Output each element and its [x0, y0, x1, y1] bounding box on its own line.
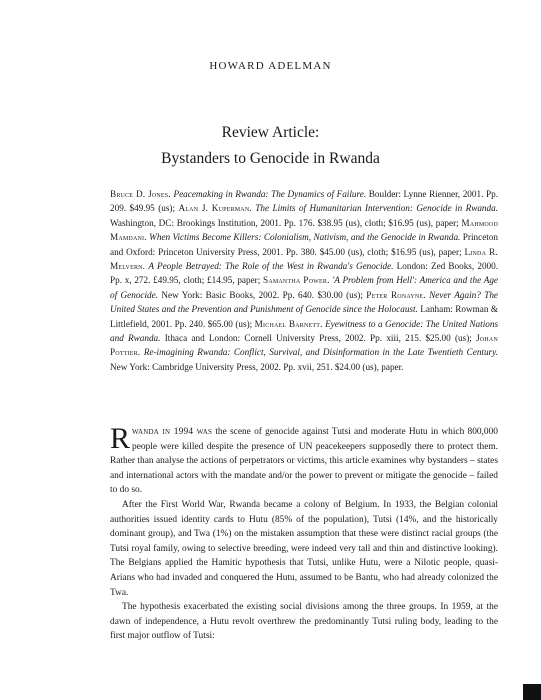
- reference-details: London: Zed Books, 2000. Pp. x, 272. £49.95, cloth; £14.95, paper;: [110, 261, 499, 286]
- reference-details: New York: Basic Books, 2002. Pp. 640. $30.00 (us);: [161, 289, 363, 300]
- reference-details: Washington, DC: Brookings Institution, 2001. Pp. 176. $38.95 (us), cloth; $16.95 (us), paper;: [110, 217, 459, 228]
- reference-title: Peacemaking in Rwanda: The Dynamics of Failure.: [173, 189, 367, 199]
- reference-author: Bruce D. Jones.: [110, 189, 171, 199]
- article-title-block: [0, 120, 541, 172]
- reference-details: Ithaca and London: Cornell University Press, 2002. Pp. xiii, 215. $25.00 (us);: [164, 333, 472, 344]
- reference-author: Michael Barnett.: [254, 318, 323, 329]
- reference-title: A People Betrayed: The Role of the West in Rwanda's Genocide.: [148, 261, 394, 272]
- reference-details: Boulder: Lynne Rienner, 2001. Pp. 209. $49.95 (us);: [110, 189, 499, 214]
- reviewed-books-list: [110, 187, 498, 374]
- article-body: [110, 422, 498, 644]
- reference-details: Lanham: Rowman & Littlefield, 2001. Pp. 240. $65.00 (us);: [110, 304, 498, 329]
- reference-author: Peter Ronayne.: [366, 289, 426, 300]
- article-type-label: Review Article:: [221, 124, 320, 141]
- scan-corner-mark: [523, 684, 541, 700]
- reference-author: Johan Pottier.: [110, 333, 499, 358]
- reference-title: Re-imagining Rwanda: Conflict, Survival, and Disinformation in the Late Twentieth Century.: [143, 347, 498, 358]
- paragraph-text: the scene of genocide against Tutsi and moderate Hutu in which 800,000 people were killed despite the presence of UN peacekeepers supposedly there to protect them. Rather than analyse the actions of perpetrators or victims, this article examines why bystanders – states and international actors with the mandate and/or the power to prevent or mitigate the genocide – failed to do so.: [110, 427, 498, 496]
- body-paragraph: After the First World War, Rwanda became a colony of Belgium. In 1933, the Belgian colonial authorities issued identity cards to Hutu (85% of the population), Tutsi (14%, and the historically dominant group), and Twa (1%) on the mistaken assumption that these were distinct racial groups (the Tutsi royal family, owing to selective breeding, were indeed very tall and thin and distinctive looking). The Belgians applied the Hamitic hypothesis that Tutsi, unlike Hutu, were a Nilotic people, quasi-Arians who had invaded and conquered the Hutu, assumed to be Bantu, who had already colonized the Twa.: [110, 499, 498, 598]
- drop-cap: R: [110, 422, 131, 455]
- reference-author: Linda R. Melvern.: [110, 246, 498, 272]
- reference-author: Mahmood Mamdani.: [110, 217, 498, 243]
- running-head: HOWARD ADELMAN: [209, 60, 332, 72]
- body-paragraph: [110, 422, 498, 498]
- article-title: Bystanders to Genocide in Rwanda: [161, 150, 380, 167]
- reference-title: 'A Problem from Hell': America and the Age of Genocide.: [110, 275, 498, 300]
- reference-details: New York: Cambridge University Press, 2002. Pp. xvii, 251. $24.00 (us), paper.: [110, 361, 404, 372]
- reference-title: The Limits of Humanitarian Intervention: Genocide in Rwanda.: [255, 203, 499, 214]
- reference-author: Samantha Power.: [263, 275, 330, 286]
- reference-title: When Victims Become Killers: Colonialism, Nativism, and the Genocide in Rwanda.: [149, 232, 461, 243]
- reference-title: Never Again? The United States and the Prevention and Punishment of Genocide since the Holocaust.: [110, 289, 498, 315]
- reference-details: Princeton and Oxford: Princeton University Press, 2001. Pp. 380. $45.00 (us), cloth; $16.95 (us), paper;: [110, 232, 499, 257]
- lead-in: wanda in 1994 was: [132, 427, 213, 437]
- body-paragraph: The hypothesis exacerbated the existing social divisions among the three groups. In 1959, at the dawn of independence, a Hutu revolt overthrew the predominantly Tutsi ruling body, leading to the first major outflow of Tutsi:: [110, 602, 498, 642]
- reference-title: Eyewitness to a Genocide: The United Nations and Rwanda.: [110, 318, 499, 344]
- reference-author: Alan J. Kuperman.: [178, 203, 252, 214]
